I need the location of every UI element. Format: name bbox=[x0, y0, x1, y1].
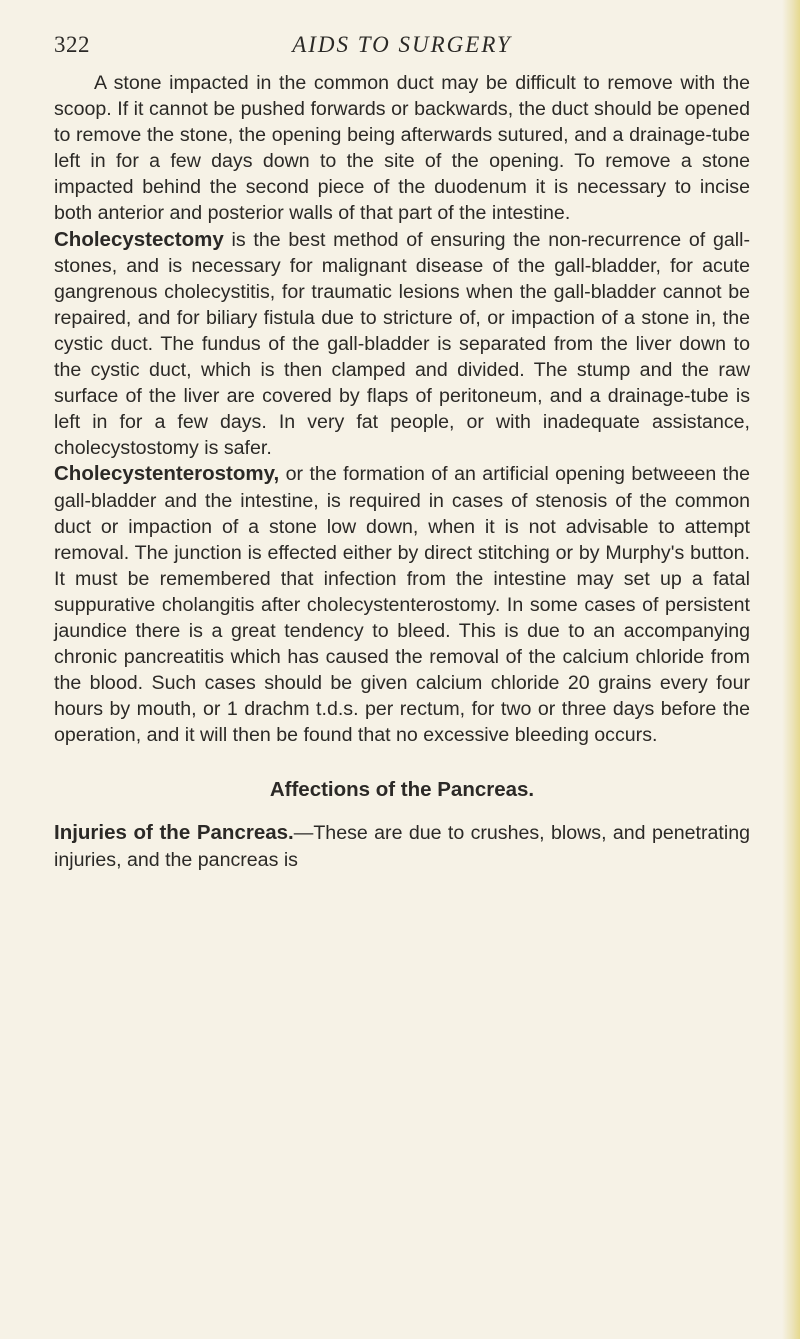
book-page bbox=[54, 30, 750, 873]
paragraph-text: or the formation of an artificial opening betweeen the gall-bladder and the intestine, is required in cases of stenosis of the common duct or impaction of a stone low down, when it is not advisable to attempt removal. The junction is effected either by direct stitching or by Murphy's button. It must be remembered that infection from the intestine may set up a fatal suppurative cholangitis after cholecystenterostomy. In some cases of persistent jaundice there is a great tendency to bleed. This is due to an accompanying chronic pancreatitis which has caused the removal of the calcium chloride from the blood. Such cases should be given calcium chloride 20 grains every four hours by mouth, or 1 drachm t.d.s. per rectum, for two or three days before the operation, and it will then be found that no excessive bleeding occurs. bbox=[54, 463, 750, 747]
body-text bbox=[54, 70, 750, 748]
page-header bbox=[54, 30, 750, 70]
paragraph-text: —These are due to crushes, blows, and penetrating injuries, and the pancreas is bbox=[54, 822, 750, 871]
paragraph-cholecystenterostomy bbox=[54, 461, 750, 748]
term-cholecystectomy: Cholecystectomy bbox=[54, 227, 224, 251]
section-heading: Affections of the Pancreas. bbox=[269, 778, 535, 802]
page-edge bbox=[782, 0, 800, 1339]
paragraph-common-duct bbox=[54, 70, 750, 227]
paragraph-injuries-pancreas bbox=[54, 820, 750, 872]
paragraph-text: A stone impacted in the common duct may be difficult to remove with the scoop. If it cannot be pushed forwards or backwards, the duct should be opened to remove the stone, the opening being afterwards sutured, and a drainage-tube left in for a few days down to the site of the opening. To remove a stone impacted behind the second piece of the duodenum it is necessary to incise both anterior and posterior walls of that part of the intestine. bbox=[54, 72, 750, 225]
paragraph-text: is the best method of ensuring the non-recurrence of gall-stones, and is necessary for malignant disease of the gall-bladder, for acute gangrenous cholecystitis, for traumatic lesions when the gall-bladder cannot be repaired, and for biliary fistula due to stricture of, or impaction of a stone in, the cystic duct. The fundus of the gall-bladder is separated from the liver down to the cystic duct, which is then clamped and divided. The stump and the raw surface of the liver are covered by flaps of peritoneum, and a drainage-tube is left in for a few days. In very fat people, or with inadequate assistance, cholecystostomy is safer. bbox=[54, 228, 750, 460]
page-number: 322 bbox=[54, 32, 90, 57]
term-injuries-pancreas: Injuries of the Pancreas. bbox=[54, 821, 294, 845]
section-body bbox=[54, 820, 750, 872]
term-cholecystenterostomy: Cholecystenterostomy, bbox=[54, 462, 280, 486]
running-head: AIDS TO SURGERY bbox=[292, 32, 512, 57]
paragraph-cholecystectomy bbox=[54, 227, 750, 462]
